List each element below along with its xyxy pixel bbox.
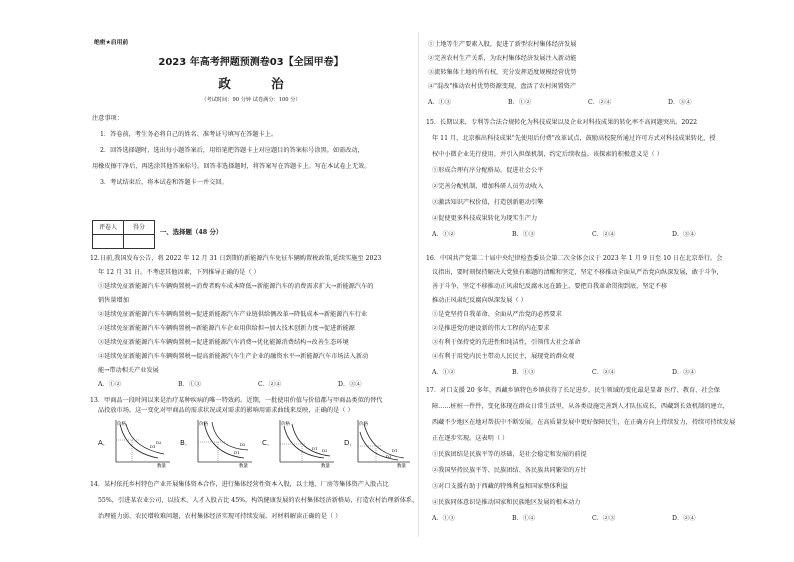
q13-chart-a-d1: D1 bbox=[150, 444, 156, 449]
q15-line-2: 年 11 月，北京推出科技成果"先使用后付费"改革试点，鼓励高校院所通过许可方式对科技成果转化，授 bbox=[432, 135, 716, 142]
secret-label: 绝密★启用前 bbox=[94, 40, 129, 46]
q12-option-c[interactable]: C．②④ bbox=[258, 381, 282, 388]
q13-chart-a-label[interactable]: A． bbox=[98, 439, 110, 447]
q13-chart-a-ylabel: 价格 bbox=[117, 422, 126, 427]
exam-subject: 政 治 bbox=[218, 76, 302, 91]
q13-chart-d bbox=[352, 418, 412, 468]
exam-meta: （考试时间：90 分钟 试卷满分：100 分） bbox=[201, 97, 301, 103]
q15-line-1: 15．长期以来，专利等合法合规转化为科技成果以及企业对科技成果的转化率不高问题突出。2022 bbox=[426, 119, 698, 126]
q13-chart-d-ylabel: 价格 bbox=[359, 422, 368, 427]
q15-option-c[interactable]: C．②④ bbox=[592, 231, 616, 238]
q14-line-1: 14．某村依托乡村特色产业开展集体资本合作，进行集体经营性资本入股，以土地、厂房等集体资产入股占比 bbox=[90, 481, 389, 488]
q14-option-b[interactable]: B．①② bbox=[508, 99, 532, 106]
q16-line-4: 推动正风肃纪反腐向纵深发展（ ） bbox=[432, 297, 527, 304]
q16-line-6: ②是推进党的建设新的伟大工程的内在要求 bbox=[432, 325, 550, 332]
q16-option-a[interactable]: A．①② bbox=[432, 369, 456, 376]
q14-line-3: 治理能力弱、农民增收难问题，农村集体经济实现可持续发展。对材料解读正确的是（ ） bbox=[98, 513, 342, 520]
q12-line-9: 能→带动相关产业发展 bbox=[98, 367, 159, 374]
grade-table-cell bbox=[93, 235, 124, 249]
grade-table-reviewer: 评卷人 bbox=[93, 221, 124, 235]
q15-line-3: 权中小微企业先行使用，并引入担保机制，约定后续收益。该探索的积极意义是（ ） bbox=[432, 151, 663, 158]
q14-option-d[interactable]: D．③④ bbox=[668, 99, 692, 106]
exam-title: 2023 年高考押题预测卷03【全国甲卷】 bbox=[158, 57, 344, 68]
q12-line-4: 销售量增加 bbox=[98, 297, 129, 304]
q13-chart-d-curve-d1 bbox=[364, 424, 404, 458]
q13-chart-b-ylabel: 价格 bbox=[199, 422, 208, 427]
q13-chart-b-xlabel: 数量 bbox=[239, 464, 248, 468]
q13-chart-b-label[interactable]: B． bbox=[180, 439, 192, 447]
q12-line-2: 年 12 月 31 日。不考虑其他因素，下列推导正确的是（ ） bbox=[98, 269, 260, 276]
q12-line-8: ④延续免征新能源汽车车辆购置税→提高新能源汽车生产企业的融资水平→新能源汽车市场法入新动 bbox=[98, 353, 369, 360]
q15-line-7: ④促使更多科技成果转化为现实生产力 bbox=[432, 215, 538, 222]
q15-option-b[interactable]: B．①③ bbox=[512, 231, 536, 238]
q17-line-7: ③对口支援有助于西藏的特殊利益和国家整体利益 bbox=[432, 483, 569, 490]
q13-line-2: 品投放市场。这一变化对甲商品的需求状况或对需求的影响用需求曲线来反映，正确的是（ ） bbox=[98, 407, 354, 414]
q13-chart-c-ylabel: 价格 bbox=[281, 422, 290, 427]
q15-option-a[interactable]: A．①② bbox=[432, 231, 456, 238]
q17-option-c[interactable]: C．②③ bbox=[592, 515, 616, 522]
grade-table-score: 得分 bbox=[124, 221, 155, 235]
q16-line-7: ③有利于保持党的先进性和纯洁性，引领伟大社会革命 bbox=[432, 339, 581, 346]
q14-right-line-1: ①土地等生产要素入股，促进了新型农村集体经济发展 bbox=[428, 41, 577, 48]
q13-chart-a-xlabel: 数量 bbox=[157, 464, 166, 468]
q16-line-2: 议指出，要时刻保持解决大党独有难题的清醒和坚定，坚定不移推动全面从严治党向纵深发展，敢于斗争， bbox=[432, 269, 723, 276]
notes-line-3: 用橡皮擦干净后，再选涂其他答案标号。回答非选择题时，将答案写在答题卡上。写在本试卷上无效。 bbox=[92, 163, 371, 170]
q13-chart-c-d2: D2 bbox=[322, 448, 328, 453]
q12-option-a[interactable]: A．①② bbox=[98, 381, 122, 388]
q17-line-4: 正在逐步实现。这表明（ ） bbox=[432, 435, 509, 442]
section-title: 一、选择题（48 分） bbox=[160, 228, 223, 236]
notes-heading: 注意事项： bbox=[92, 115, 123, 122]
q16-line-8: ④有利于用党内民主带动人民民主，展现党的群众观 bbox=[432, 353, 575, 360]
q13-chart-c-d1: D1 bbox=[312, 446, 318, 451]
q13-chart-b-d2: D2 bbox=[240, 442, 246, 447]
notes-line-1: 1．答卷前，考生务必将自己的姓名、准考证号填写在答题卡上。 bbox=[100, 131, 278, 138]
q17-option-a[interactable]: A．①③ bbox=[432, 515, 456, 522]
q13-chart-c-xlabel: 数量 bbox=[321, 464, 330, 468]
q14-options bbox=[428, 100, 748, 106]
q17-line-6: ②我国坚持民族平等、民族团结、各民族共同繁荣的方针 bbox=[432, 467, 587, 474]
q13-chart-d-xlabel: 数量 bbox=[397, 464, 406, 468]
q14-right-line-4: ④"混改"推动农村优势资源变现，盘活了农村闲置资产 bbox=[428, 83, 577, 90]
q13-chart-a-curve-d2 bbox=[126, 424, 164, 454]
q12-line-7: ③延续免征新能源汽车车辆购置税→促进新能源汽车消费→优化能源消费结构→改善生态环境 bbox=[98, 339, 349, 346]
q13-chart-d-d1: D1 bbox=[392, 448, 398, 453]
q16-line-5: ①是党坚持自我革命、全面从严治党的必然要求 bbox=[432, 311, 562, 318]
q16-option-c[interactable]: C．②④ bbox=[592, 369, 616, 376]
q12-line-3: ①延续免征新能源汽车车辆购置税→消费者购车成本降低→新能源汽车的消费需求扩大→新能源汽车的 bbox=[98, 283, 374, 290]
column-divider bbox=[418, 32, 419, 537]
notes-line-2: 2．回答选择题时，选出每小题答案后，用铅笔把答题卡上对应题目的答案标号涂黑。如需改动， bbox=[100, 147, 364, 154]
q17-line-5: ①民族团结是民族平等的基础，是社会稳定和发展的前提 bbox=[432, 451, 587, 458]
q13-chart-d-label[interactable]: D． bbox=[344, 439, 357, 447]
q15-line-6: ③激活知识产权价值，打造创新驱动引擎 bbox=[432, 199, 544, 206]
q15-options bbox=[432, 232, 752, 238]
q13-chart-a-curve-d1 bbox=[120, 424, 158, 458]
q16-line-3: 善于斗争，坚定不移推动正风肃纪反腐永远在路上，要把自我革命贯彻到底，坚定不移 bbox=[432, 283, 668, 290]
q13-chart-d-d2: D2 bbox=[386, 454, 392, 459]
q12-option-b[interactable]: B．①③ bbox=[178, 381, 202, 388]
q15-line-4: ①形成合理有序分配格局，促进社会公平 bbox=[432, 167, 544, 174]
grade-table-cell bbox=[124, 235, 155, 249]
q14-line-2: 55%，引进某农业公司，以技术、人才入股占比 45%，构筑健康发展的农村集体经济新格局，打造农村治理新体系， bbox=[98, 497, 419, 504]
q17-line-2: 障……桩桩一件件，变化体现在群众日常生活里，从各类设施完善到人才队伍成长，西藏到长效机制的建立， bbox=[432, 403, 729, 410]
q12-line-5: ②延续免征新能源汽车车辆购置税→促进新能源汽车产业链供给侧改革→降低成本→新能源汽车行业 bbox=[98, 311, 368, 318]
q17-option-b[interactable]: B．①④ bbox=[512, 515, 536, 522]
q13-chart-a bbox=[110, 418, 172, 468]
q13-chart-a-d2: D2 bbox=[156, 440, 162, 445]
grade-table bbox=[92, 220, 155, 249]
q17-line-3: 西藏不少地区在地对帮扶中不断发展，在高质量发展中更好保障民生，在正确方向上持续发力，持续可持续发展 bbox=[432, 419, 736, 426]
q14-option-c[interactable]: C．②④ bbox=[588, 99, 612, 106]
q13-chart-b bbox=[192, 418, 254, 468]
q16-option-d[interactable]: D．③④ bbox=[672, 369, 696, 376]
q12-line-6: ②延续免征新能源汽车车辆购置税→新能源汽车企业用供给担→加大技术创新力度→促进新能源 bbox=[98, 325, 355, 332]
q17-options bbox=[432, 516, 752, 522]
q15-line-5: ②完善分配机制，增加科研人员劳动收入 bbox=[432, 183, 544, 190]
q13-chart-c bbox=[274, 418, 336, 468]
q17-line-1: 17．对口支援 20 多年，西藏乡镇特色乡镇获得了长足进步，民生领域的变化最是显著 医疗、教育、社会保 bbox=[426, 387, 720, 394]
q17-option-d[interactable]: D．②④ bbox=[672, 515, 696, 522]
q13-chart-b-d1: D1 bbox=[234, 450, 240, 455]
q12-line-1: 12.日前,我国发布公告，将 2022 年 12 月 31 日到期的新能源汽车免征车辆购置税政策,延续实施至 2023 bbox=[90, 255, 382, 262]
q14-option-a[interactable]: A．①③ bbox=[428, 99, 452, 106]
q12-options bbox=[98, 382, 418, 388]
q13-line-1: 13．甲商品一段时间以来是治疗某种疾病的唯一特效药。近期，一批使用价值与价值都与甲商品类似的替代 bbox=[90, 397, 383, 404]
q13-chart-c-label[interactable]: C． bbox=[262, 439, 274, 447]
q17-line-8: ④民族同体意识是推动国家和民族地区发展的根本动力 bbox=[432, 499, 581, 506]
q16-option-b[interactable]: B．①③ bbox=[512, 369, 536, 376]
q14-right-line-2: ②完善农村生产关系，为农村集体经济发展注入新动能 bbox=[428, 55, 577, 62]
q14-right-line-3: ③流转集体土地的所有权，充分发挥适度规模经营优势 bbox=[428, 69, 577, 76]
q15-option-d[interactable]: D．③④ bbox=[672, 231, 696, 238]
notes-line-4: 3．考试结束后，将本试卷和答题卡一并交回。 bbox=[100, 179, 228, 186]
q16-options bbox=[432, 370, 752, 376]
q12-option-d[interactable]: D．③④ bbox=[338, 381, 362, 388]
q16-line-1: 16．中国共产党第二十届中央纪律检查委员会第二次全体会议于 2023 年 1 月 9 日至 10 日在北京举行。会 bbox=[426, 255, 723, 262]
